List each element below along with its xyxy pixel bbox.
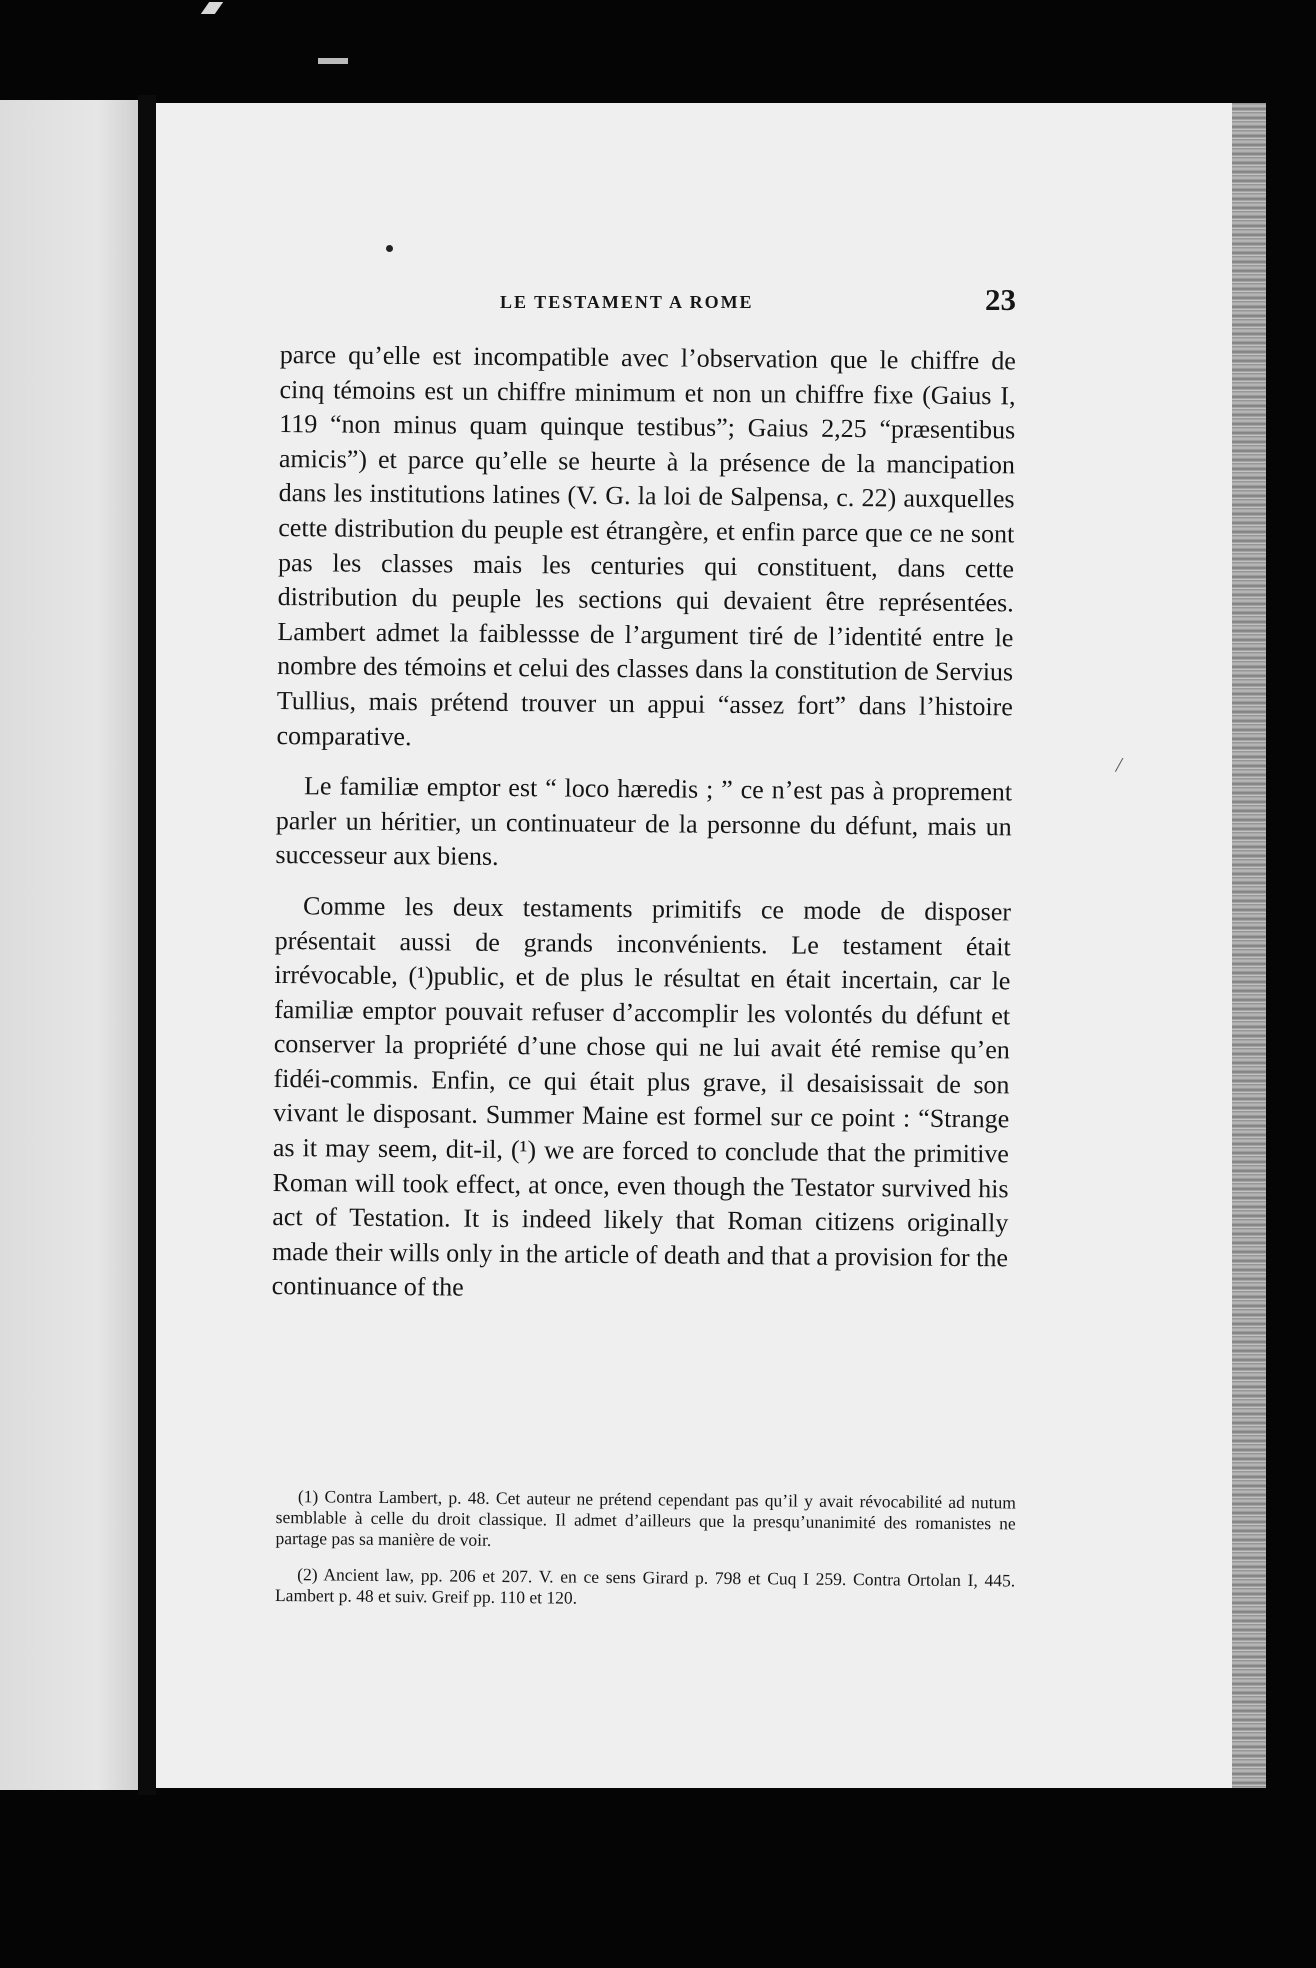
footnote: (2) Ancient law, pp. 206 et 207. V. en ce sens Girard p. 798 et Cuq I 259. Contra Ortolan I, 445. Lambert p. 48 et suiv. Greif pp. 110 et 120. — [274, 1564, 1016, 1608]
paragraph: Le familiæ emptor est “ loco hæredis ; ” ce n’est pas à proprement parler un héritier, un continuateur de la personne du défunt, mais un successeur aux biens. — [275, 771, 1013, 872]
footnote: (1) Contra Lambert, p. 48. Cet auteur ne prétend cependant pas qu’il y avait révocabilité ad nutum semblable à celle du droit classique. Il admet d’ailleurs que la presqu’unanimité des romanistes ne partage pas sa manière de voir. — [275, 1486, 1016, 1550]
paragraph: parce qu’elle est incompatible avec l’observation que le chiffre de cinq témoins est un chiffre minimum et non un chiffre fixe (Gaius I, 119 “non minus quam quinque testibus”; Gaius 2,25 “præsentibus amicis”) et parce qu’elle se heurte à la présence de la mancipation dans les institutions latines (V. G. la loi de Salpensa, c. 22) auxquelles cette distribution du peuple est étrangère, et enfin parce que ce ne sont pas les classes mais les centuries qui constituent, dans cette distribution du peuple les sections qui devaient être représentées. Lambert admet la faiblessse de l’argument tiré de l’identité entre le nombre des témoins et celui des classes dans la constitution de Servius Tullius, mais prétend trouver un appui “assez fort” dans l’histoire comparative. — [276, 339, 1016, 751]
book-gutter — [138, 95, 156, 1795]
page-header — [280, 282, 1016, 328]
running-head: LE TESTAMENT A ROME — [500, 292, 754, 312]
facing-page-edge — [0, 100, 140, 1790]
footnotes — [275, 1486, 1016, 1612]
page-stack-edge — [1232, 103, 1266, 1788]
scan-artifact — [201, 2, 223, 14]
paragraph: Comme les deux testaments primitifs ce mode de disposer présentait aussi de grands inconvénients. Le testament était irrévocable, (¹)public, et de plus le résultat en était incertain, car le familiæ emptor pouvait refuser d’accomplir les volontés du défunt et conserver la propriété d’une chose qui ne lui avait été remise qu’en fidéi-commis. Enfin, ce qui était plus grave, il desaisissait de son vivant le disposant. Summer Maine est formel sur ce point : “Strange as it may seem, dit-il, (¹) we are forced to conclude that the primitive Roman will took effect, at once, even though the Testator survived his act of Testation. It is indeed likely that Roman citizens originally made their wills only in the article of death and that a provision for the continuance of the — [271, 891, 1012, 1303]
margin-mark: / — [1113, 751, 1125, 778]
page-number: 23 — [985, 282, 1016, 317]
scan-artifact — [318, 58, 348, 64]
body-text — [272, 338, 1016, 1310]
ink-dot — [386, 245, 393, 252]
